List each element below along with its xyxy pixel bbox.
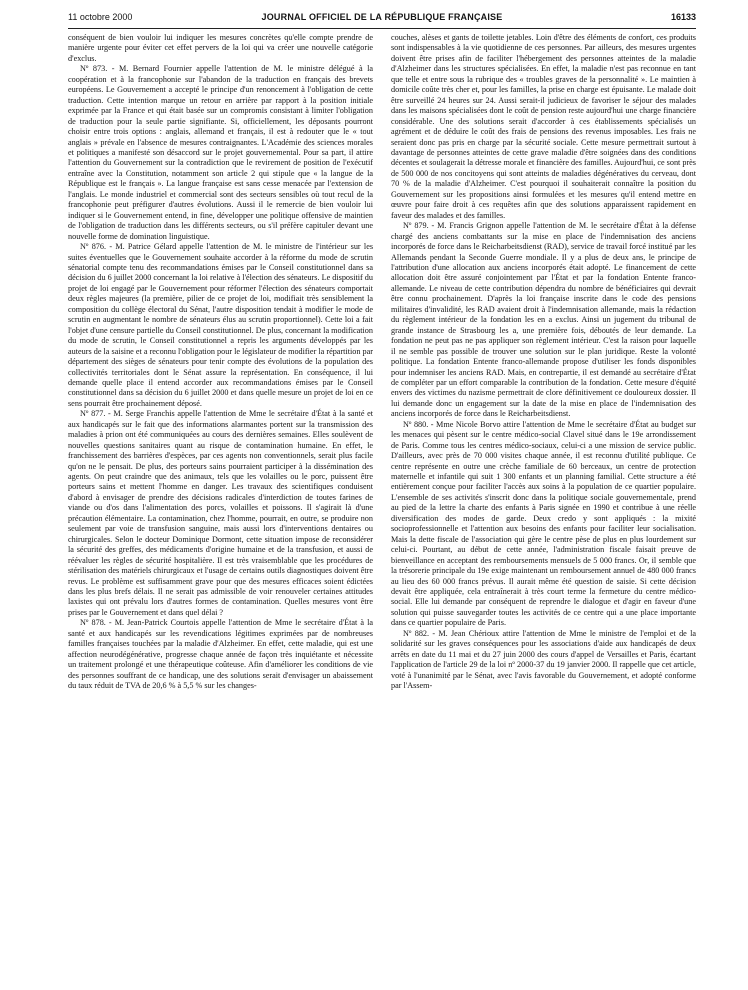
left-column: [68, 33, 373, 983]
question-text: M. Patrice Gélard appelle l'attention de M. le ministre de l'intérieur sur les suites éventuelles que le Gouvernement souhaite accorder à la réforme du mode de scrutin sénatorial compte tenu des recommandations émises par le Conseil constitutionnel dans sa décision du 6 juillet 2000 concernant la loi relative à l'élection des sénateurs. Le dispositif du projet de loi engagé par le Gouvernement pour réformer l'élection des sénateurs comportait deux règles majeures (la première, pilier de ce projet de loi, modifiait très sensiblement la composition du collège électoral du Sénat, l'autre disposition tendait à modifier le mode de scrutin en augmentant le nombre de sénateurs élus au scrutin proportionnel). Cette loi a fait l'objet d'une censure partielle du Conseil constitutionnel. De plus, concernant la modification du mode de scrutin, le Conseil constitutionnel a repris les arguments développés par les auteurs de la saisine et a reconnu l'obligation pour le législateur de modifier la répartition par département des sièges de sénateurs pour tenir compte des évolutions de la population des collectivités territoriales dont le Sénat assure la représentation. En conséquence, il lui demande quelle place il entend accorder aux recommandations émises par le Conseil constitutionnel dans sa décision du 6 juillet 2000 et dans quelle mesure un projet de loi en ce sens pourrait être prochainement déposé.: [68, 242, 373, 408]
journal-title: JOURNAL OFFICIEL DE LA RÉPUBLIQUE FRANÇAISE: [261, 12, 503, 22]
header-date: 11 octobre 2000: [68, 12, 133, 22]
question-number: Nº 878. -: [80, 618, 112, 628]
question-number: Nº 876. -: [80, 242, 113, 252]
question-text: Mme Nicole Borvo attire l'attention de Mme le secrétaire d'État au budget sur les menaces qui pèsent sur le centre médico-social Clavel situé dans le 19e arrondissement de Paris. Comme tous les centres médico-sociaux, celui-ci a une mission de service public. D'ailleurs, avec près de 70 000 visites chaque année, il est reconnu d'utilité publique. Ce centre représente en outre une crèche familiale de 60 berceaux, un centre de protection maternelle et infantile qui suit 1 300 enfants et un planning familial. Cette structure a été entièrement conçue pour faciliter l'accès aux soins à la population de ce quartier populaire. L'ensemble de ses activités s'inscrit donc dans la politique sociale gouvernementale, prend au pied de la lettre la charte des enfants à Paris signée en 1990 et contribue à une réelle diversification des modes de garde. Deux credo y sont appliqués : la mixité socioprofessionnelle et l'attention aux besoins des enfants pour faciliter leur socialisation. Mais la dette fiscale de l'association qui gère le centre pèse de plus en plus lourdement sur celui-ci. Pourtant, au début de cette année, l'administration fiscale faisait preuve de bienveillance en acceptant des remboursements mensuels de 5 000 francs. Or, il semble que la trésorerie principale du 19e exige maintenant un remboursement annuel de 480 000 francs au lieu des 60 000 francs prévus. Il aurait même été question de saisie. Si cette décision devait être appliquée, cela entraînerait à très court terme la fermeture du centre médico-social. Elle lui demande par conséquent de reprendre le dialogue et d'agir en faveur d'une solution qui puisse sauvegarder toutes les activités de ce centre qui a une place importante dans ce quartier populaire de Paris.: [391, 419, 696, 628]
question-paragraph: [391, 420, 696, 629]
question-paragraph: [391, 629, 696, 692]
question-paragraph: [68, 64, 373, 242]
paragraph: [68, 33, 373, 64]
question-paragraph: [68, 242, 373, 409]
page-number: 16133: [670, 12, 696, 22]
question-paragraph: [68, 409, 373, 618]
paragraph: [391, 33, 696, 221]
question-number: Nº 882. -: [403, 628, 436, 638]
header-rule: [68, 28, 696, 29]
question-number: Nº 879. -: [403, 221, 435, 231]
question-text: M. Jean Chérioux attire l'attention de Mme le ministre de l'emploi et de la solidarité sur les graves conséquences pour les associations d'aide aux handicapés de deux arrêts en date du 11 mai et du 27 juin 2000 des cours d'appel de Versailles et Paris, écartant l'application de l'article 29 de la loi nº 2000-37 du 19 janvier 2000. Il rappelle que cet article, voté à l'unanimité par le Sénat, avec l'avis favorable du Gouvernement, et adopté conforme par l'Assem-: [391, 628, 696, 691]
question-number: Nº 877. -: [80, 409, 111, 419]
right-column: [391, 33, 696, 983]
question-text: M. Jean-Patrick Courtois appelle l'attention de Mme le secrétaire d'État à la santé et aux handicapés sur les revendications légitimes exprimées par de nombreuses familles françaises touchées par la maladie d'Alzheimer. En effet, cette maladie, qui est une affection neurodégénérative, progresse chaque année de façon très inquiétante et nécessite un traitement prolongé et une thérapeutique coûteuse. Afin d'améliorer les conditions de vie des personnes souffrant de ce handicap, une des solutions serait d'envisager un abaissement du taux réduit de TVA de 20,6 % à 5,5 % sur les changes-: [68, 618, 373, 691]
question-paragraph: [68, 618, 373, 691]
question-number: Nº 880. -: [403, 419, 434, 429]
question-paragraph: [391, 221, 696, 420]
question-number: Nº 873. -: [80, 64, 115, 74]
paragraph-text: couches, alèses et gants de toilette jetables. Loin d'être des éléments de confort, ces produits sont indispensables à la vie quotidienne de ces personnes. Par ailleurs, des mesures urgentes doivent être prises afin de faciliter l'hébergement des personnes atteintes de la maladie d'Alzheimer dans les structures spécialisées. En effet, la maladie n'est pas reconnue en tant que telle et entre sous la rubrique des « troubles graves de la personnalité ». Le maintien à domicile coûte très cher et, pour les familles, la prise en charge est épuisante. Le malade doit être surveillé 24 heures sur 24. Aussi serait-il judicieux de favoriser le séjour des malades dans les maisons spécialisées dont le coût de pension reste aujourd'hui une charge financière considérable. Une des solutions serait d'accorder à ces établissements spécialisés un agrément et de déduire le coût des frais de pensions des revenus imposables. Les frais ne seraient donc pas pris en charge par la sécurité sociale. Cette mesure permettrait surtout à davantage de personnes atteintes de cette grave maladie d'être soignées dans des conditions décentes et soulagerait la détresse morale et financière des familles. Aujourd'hui, ce sont près de 500 000 de nos concitoyens qui sont atteints de maladies dégénératives du cerveau, dont 70 % de la maladie d'Alzheimer. C'est pourquoi il souhaiterait connaître la position du Gouvernement sur les propositions ainsi formulées et les mesures qu'il entend mettre en œuvre pour faire droit à ces requêtes afin que des solutions apparaissent rapidement en faveur des malades et des familles.: [391, 33, 696, 220]
paragraph-text: conséquent de bien vouloir lui indiquer les mesures concrètes qu'elle compte prendre de manière urgente pour éviter cet effet pervers de la loi qui va créer une nouvelle catégorie d'exclus.: [68, 33, 373, 63]
question-text: M. Bernard Fournier appelle l'attention de M. le ministre délégué à la coopération et à la francophonie sur l'abandon de la traduction en français des brevets européens. Le Gouvernement a accepté le principe d'un renoncement à l'obligation de cette traduction. Cette intention marque un retour en arrière par rapport à la position initiale exprimée par la France et qui était basée sur un compromis consistant à limiter l'obligation de traduction pour la seule partie signifiante. Si, officiellement, les déposants pourront choisir entre trois options : anglais, allemand et français, il est à redouter que le « tout anglais » prévale en l'absence de mesures contraignantes. L'Académie des sciences morales et politiques a manifesté son désaccord sur le projet gouvernemental. Pour sa part, il attire l'attention du Gouvernement sur la contradiction que le revirement de position de l'exécutif entraîne avec la Constitution, notamment son article 2 qui stipule que « la langue de la République est le français ». La langue française est sans cesse menacée par l'extension de l'anglais. Le monde industriel et commercial sont des secteurs sensibles où tout recul de la francophonie peut préfigurer d'autres évolutions. Aussi il le remercie de bien vouloir lui indiquer si le Gouvernement entend, in fine, développer une politique offensive de maintien de l'obligation de traduction dans les différents secteurs, ou s'il préfère capituler devant une nouvelle forme de domination linguistique.: [68, 64, 373, 241]
question-text: M. Francis Grignon appelle l'attention de M. le secrétaire d'État à la défense chargé des anciens combattants sur la mise en place de l'indemnisation des anciens incorporés de force dans le Reicharbeitsdienst (RAD), service de travail forcé institué par les Allemands pendant la Seconde Guerre mondiale. Il y a plus de deux ans, le principe de l'attribution d'une allocation aux anciens incorporés était adopté. Le financement de cette allocation doit être assuré conjointement par l'État et par la fondation Entente franco-allemande. Le niveau de cette contribution dépendra du nombre de bénéficiaires qui devrait être connu prochainement. D'après la loi française inscrite dans le code des pensions militaires d'invalidité, les RAD avaient droit à l'indemnisation allemande, mais la rédaction du règlement intérieur de la fondation les en a exclus. Ainsi un jugement du tribunal de grande instance de Strasbourg les a, une première fois, déboutés de leur demande. La fondation ne peut pas ne pas appliquer son règlement intérieur. C'est la raison pour laquelle il ne semble pas possible de trouver une solution sur le plan juridique. Reste la volonté politique. La fondation Entente franco-allemande propose d'utiliser les fonds disponibles pour indemniser les anciens RAD. Mais, en contrepartie, il est demandé au secrétaire d'État de compléter par un effort comparable la contribution de la fondation. Cette mesure d'équité envers des victimes du nazisme permettrait de clore définitivement ce douloureux dossier. Il lui demande donc un engagement sur la date de la mise en place de l'indemnisation des anciens incorporés de force dans le Reicharbeitsdienst.: [391, 221, 696, 419]
question-text: M. Serge Franchis appelle l'attention de Mme le secrétaire d'État à la santé et aux handicapés sur le fait que des informations alarmantes portent sur la transmission des maladies à prion ont été communiquées au cours des dernières semaines. Elles soulèvent de nouvelles questions sanitaires quant au risque de contamination humaine. En effet, le franchissement des barrières d'espèces, par ces agents non conventionnels, serait plus facile qu'on ne le pensait. De plus, des porteurs sains pourraient participer à la dissémination des agents. On peut craindre que des animaux, tels que les volailles ou le porc, puissent être porteurs sains et mettent l'homme en danger. Les travaux des scientifiques conduisent d'abord à envisager de prendre des décisions radicales d'interdiction de toutes farines de viande ou d'os dans l'alimentation des porcs, volailles et poissons. Il s'agirait là d'une précaution élémentaire. La contamination, chez l'homme, pourrait, en outre, se produire non seulement par voie de transfusion sanguine, mais aussi lors d'interventions dentaires ou chirurgicales. Selon le docteur Dominique Dormont, cette situation impose de reconsidérer la sécurité des greffes, des médicaments d'origine humaine et de la transfusion, et aussi de réévaluer les règles de sécurité hospitalière. Il est très vraisemblable que les procédures de stérilisation des matériels chirurgicaux et l'usage de certains outils diagnostiques doivent être revus. Le problème est suffisamment grave pour que des mesures efficaces soient édictées dans les plus brefs délais. Il ne serait pas admissible de voir renouveler certaines attitudes laxistes qui ont prévalu lors d'autres formes de contamination. Quelles mesures vont être prises par le Gouvernement et dans quel délai ?: [68, 409, 373, 617]
